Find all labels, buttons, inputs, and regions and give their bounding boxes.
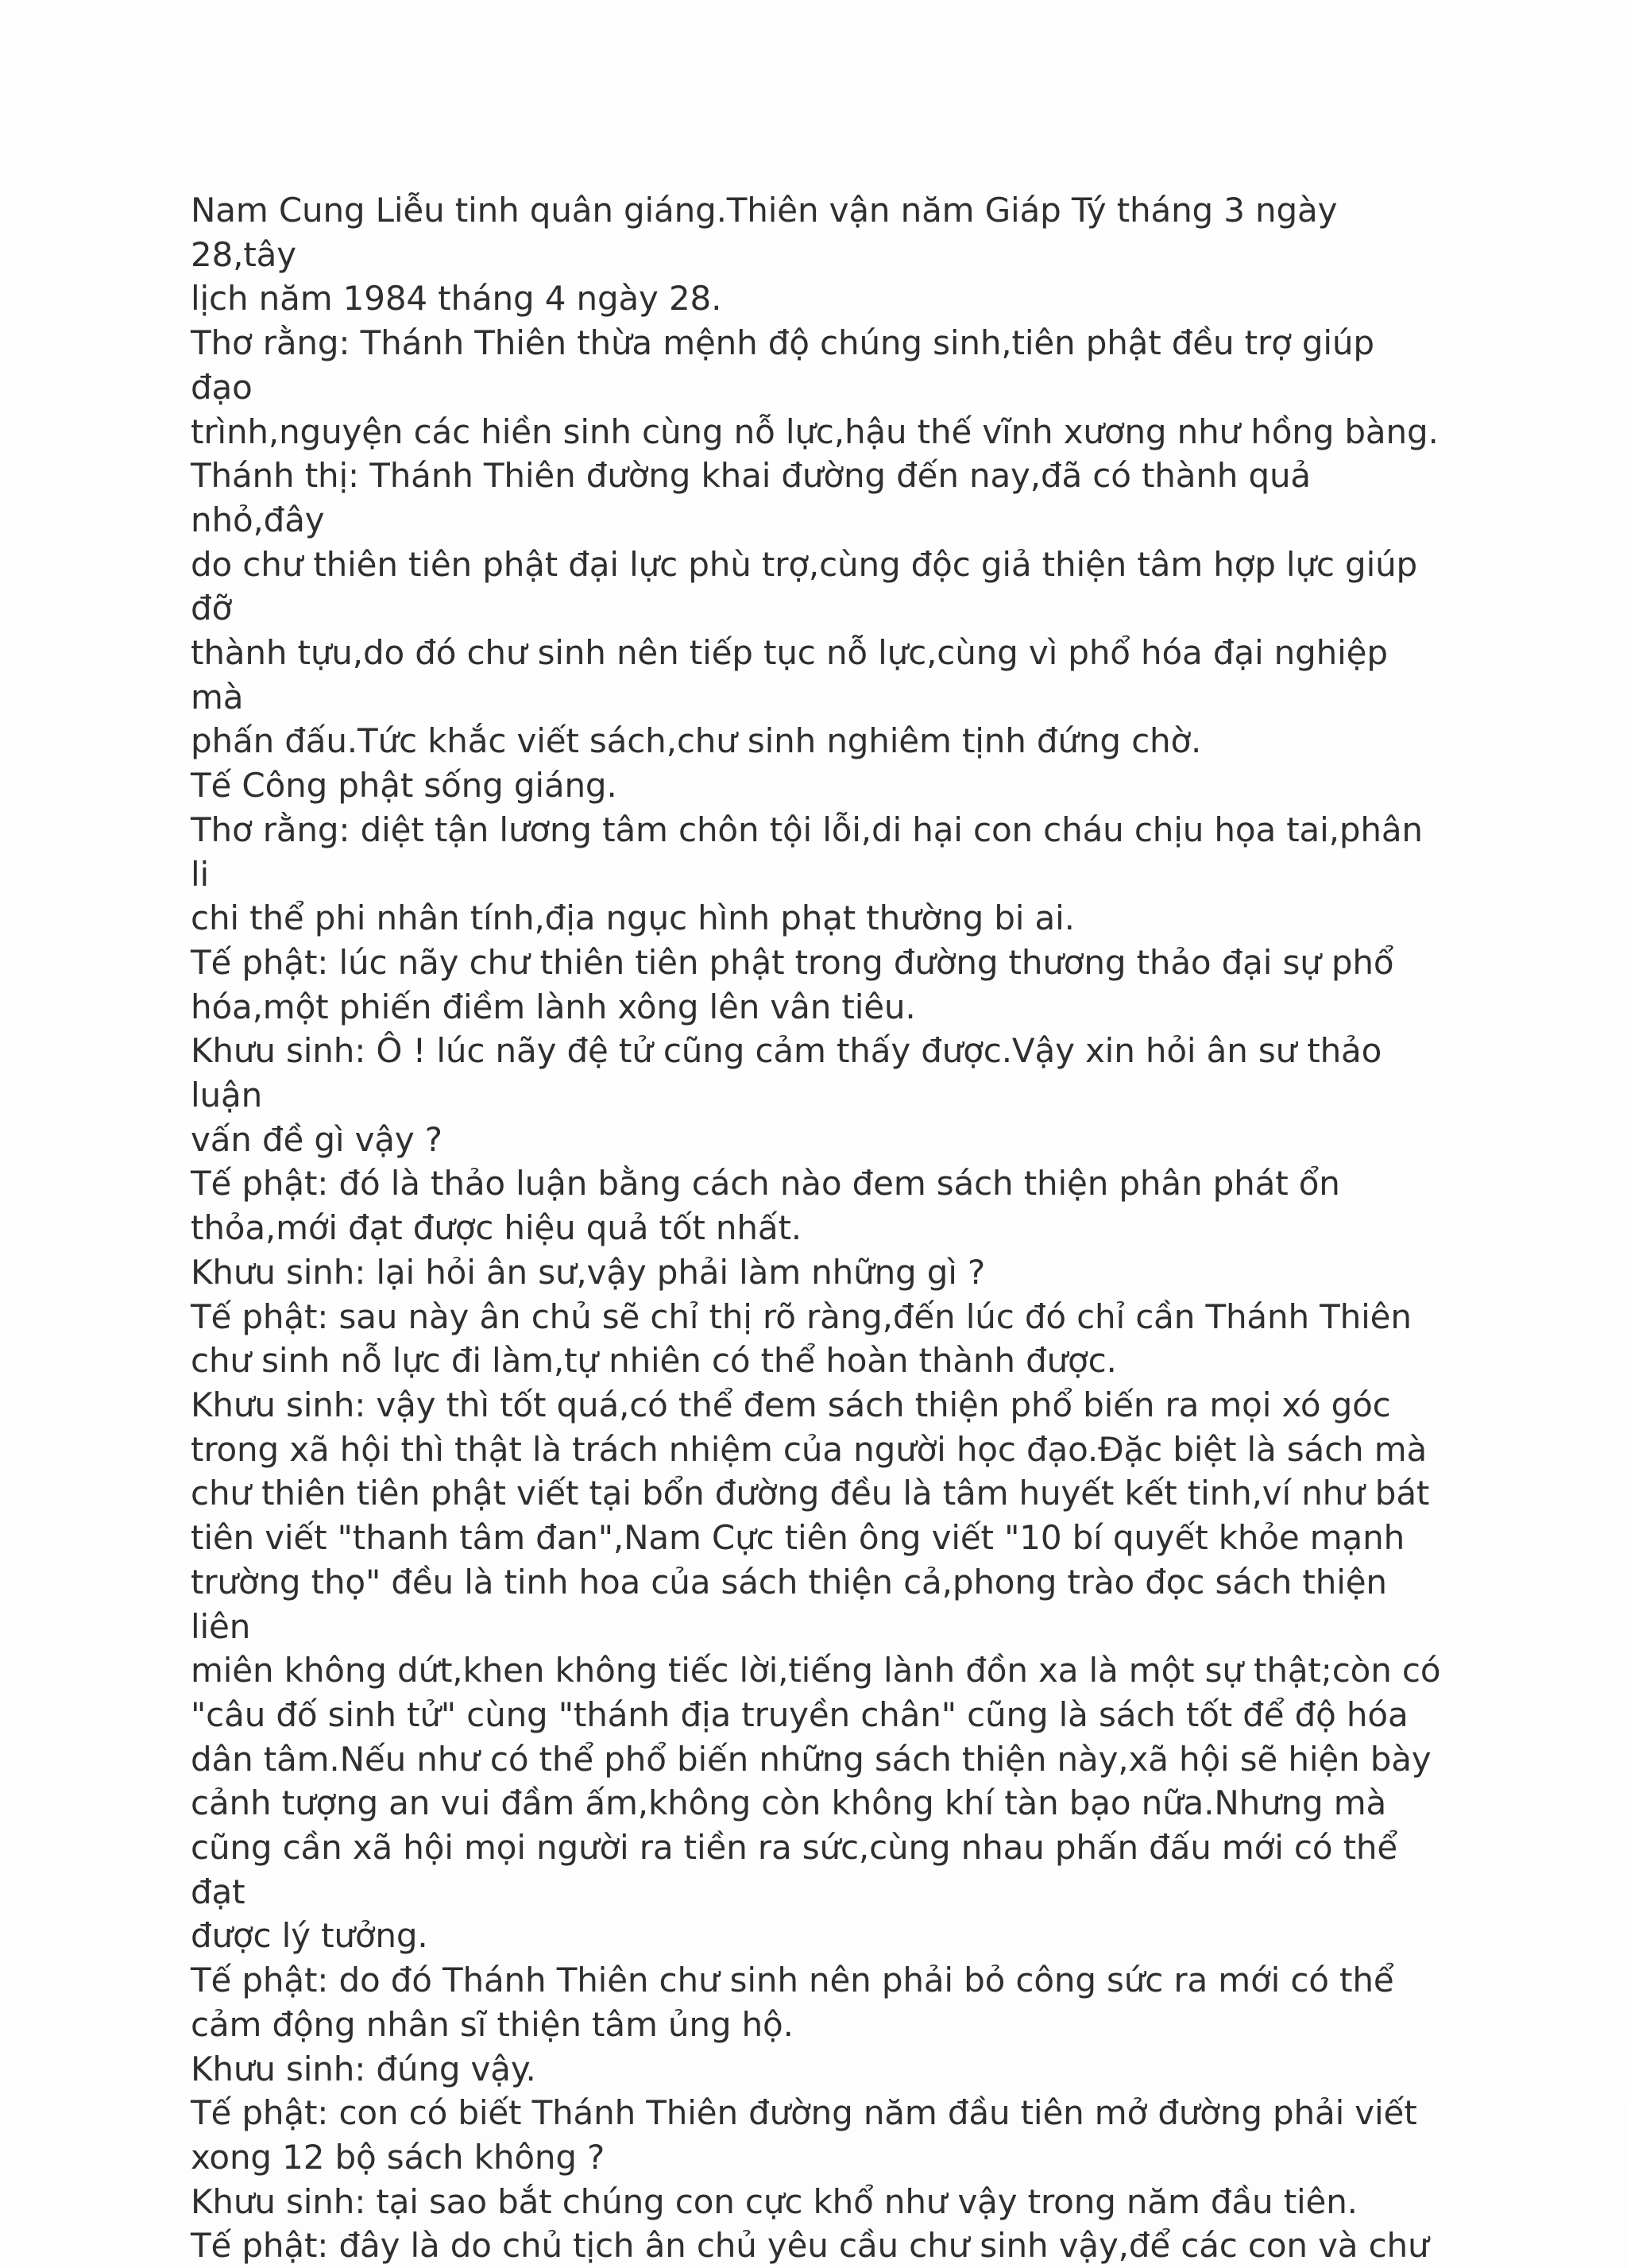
paragraph-2: Thơ rằng: Thánh Thiên thừa mệnh độ chúng sinh,tiên phật đều trợ giúp đạo trình,nguyện các hiền sinh cùng nỗ lực,hậu thế vĩnh xương như hồng bàng. (191, 323, 1439, 451)
document-body (191, 188, 1446, 2268)
paragraph-12: Tế phật: do đó Thánh Thiên chư sinh nên phải bỏ công sức ra mới có thể cảm động nhân sĩ thiện tâm ủng hộ. (191, 1961, 1394, 2044)
paragraph-13: Khưu sinh: đúng vậy. (191, 2049, 536, 2088)
paragraph-1: Nam Cung Liễu tinh quân giáng.Thiên vận năm Giáp Tý tháng 3 ngày 28,tây lịch năm 1984 tháng 4 ngày 28. (191, 191, 1338, 319)
paragraph-9: Khưu sinh: lại hỏi ân sư,vậy phải làm những gì ? (191, 1252, 986, 1292)
paragraph-14: Tế phật: con có biết Thánh Thiên đường năm đầu tiên mở đường phải viết xong 12 bộ sách không ? (191, 2093, 1417, 2177)
paragraph-10: Tế phật: sau này ân chủ sẽ chỉ thị rõ ràng,đến lúc đó chỉ cần Thánh Thiên chư sinh nỗ lực đi làm,tự nhiên có thể hoàn thành được. (191, 1296, 1412, 1381)
paragraph-3: Thánh thị: Thánh Thiên đường khai đường đến nay,đã có thành quả nhỏ,đây do chư thiên tiên phật đại lực phù trợ,cùng độc giả thiện tâm hợp lực giúp đỡ thành tựu,do đó chư sinh nên tiếp tục nỗ lực,cùng vì phổ hóa đại nghiệp mà phấn đấu.Tức khắc viết sách,chư sinh nghiêm tịnh đứng chờ. (191, 456, 1418, 761)
paragraph-5: Thơ rằng: diệt tận lương tâm chôn tội lỗi,di hại con cháu chịu họa tai,phân li chi thể phi nhân tính,địa ngục hình phạt thường bi ai. (191, 809, 1423, 938)
paragraph-11: Khưu sinh: vậy thì tốt quá,có thể đem sách thiện phổ biến ra mọi xó góc trong xã hội thì thật là trách nhiệm của người học đạo.Đặc biệt là sách mà chư thiên tiên phật viết tại bổn đường đều là tâm huyết kết tinh,ví như bát tiên viết "thanh tâm đan",Nam Cực tiên ông viết "10 bí quyết khỏe mạnh trường thọ" đều là tinh hoa của sách thiện cả,phong trào đọc sách thiện liên miên không dứt,khen không tiếc lời,tiếng lành đồn xa là một sự thật;còn có "câu đố sinh tử" cùng "thánh địa truyền chân" cũng là sách tốt để độ hóa dân tâm.Nếu như có thể phổ biến những sách thiện này,xã hội sẽ hiện bày cảnh tượng an vui đầm ấm,không còn không khí tàn bạo nữa.Nhưng mà cũng cần xã hội mọi người ra tiền ra sức,cùng nhau phấn đấu mới có thể đạt được lý tưởng. (191, 1385, 1441, 1956)
paragraph-7: Khưu sinh: Ô ! lúc nãy đệ tử cũng cảm thấy được.Vậy xin hỏi ân sư thảo luận vấn đề gì vậy ? (191, 1031, 1382, 1159)
paragraph-16: Tế phật: đây là do chủ tịch ân chủ yêu cầu chư sinh vậy,để các con và chư (191, 2226, 1429, 2266)
paragraph-4: Tế Công phật sống giáng. (191, 766, 617, 806)
paragraph-8: Tế phật: đó là thảo luận bằng cách nào đem sách thiện phân phát ổn thỏa,mới đạt được hiệu quả tốt nhất. (191, 1164, 1340, 1248)
paragraph-6: Tế phật: lúc nãy chư thiên tiên phật trong đường thương thảo đại sự phổ hóa,một phiến điềm lành xông lên vân tiêu. (191, 942, 1394, 1026)
paragraph-15: Khưu sinh: tại sao bắt chúng con cực khổ như vậy trong năm đầu tiên. (191, 2181, 1358, 2221)
